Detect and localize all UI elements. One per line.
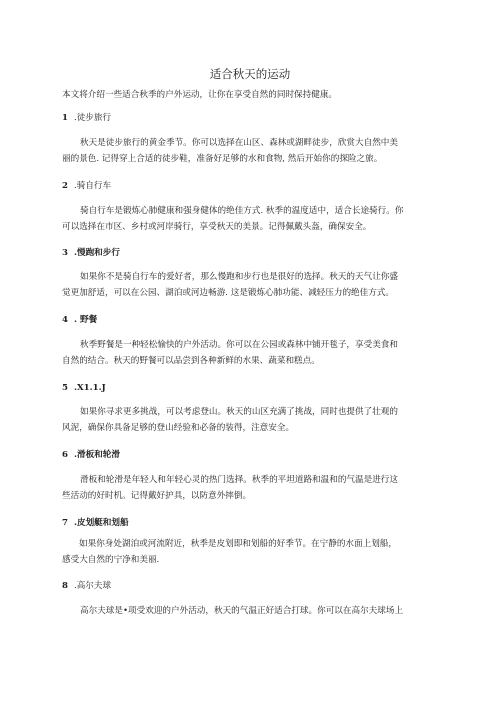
section-heading-6 [62,449,120,461]
section-paragraph-4 [62,337,444,369]
paragraph-line: 高尔夫球是•项受欢迎的户外活动，秋天的气温正好适合打球。你可以在高尔夫球场上 [80,606,404,616]
document-title: 适合秋天的运动 [209,67,291,81]
section-title: . 野餐 [73,315,98,325]
paragraph-line: 秋季野餐是一种轻松愉快的户外活动。你可以在公园或森林中铺开毯子，享受美食和 [80,340,398,350]
section-heading-3 [62,247,120,259]
paragraph-line: 自然的结合。秋天的野餐可以品尝到各种新鲜的水果、蔬菜和糕点。 [62,356,320,366]
section-number: 8 [62,581,68,591]
section-number: 3 [62,248,68,258]
paragraph-line: 些活动的好时机。记得戴好护具，以防意外摔倒。 [62,491,252,501]
section-paragraph-2 [62,203,444,235]
paragraph-line: 风泥，确保你具备足够的登山经验和必备的装得，注意安全。 [62,423,295,433]
section-heading-4 [62,314,97,326]
section-number: 5 [62,383,68,393]
section-heading-8 [62,580,111,592]
section-title: .滑板和轮滑 [73,450,120,460]
paragraph-line: 丽的景色. 记得穿上合适的徒步鞋，准备好足够的水和食物, 然后开始你的探险之旅。 [62,154,383,164]
intro-paragraph: 本文将介绍一些适合秋季的户外运动，让你在享受自然的同时保持健康。 [62,90,338,100]
section-paragraph-1 [62,135,444,167]
section-heading-7 [62,517,129,529]
paragraph-line: 感受大自然的宁净和美丽. [62,555,160,565]
paragraph-line: 滑板和轮滑是年轻人和年轻心灵的热门选择。秋季的平坦道路和温和的气温是进行这 [80,475,398,485]
section-paragraph-3 [62,269,444,301]
section-title: .徒步旅行 [73,113,112,123]
section-number: 1 [62,113,68,123]
section-paragraph-8 [62,603,444,619]
paragraph-line: 如果你身处湖泊或河流附近，秋季是皮划即和划船的好季节。在宁静的水面上划船， [79,539,397,549]
section-title: .慢跑和步行 [73,248,120,258]
paragraph-line: 觉更加舒适，可以在公园、湖泊或河边畅游. 这是锻炼心肺功能、减轻压力的绝佳方式。 [62,288,395,298]
section-paragraph-7 [62,536,444,568]
section-number: 7 [62,518,68,528]
paragraph-line: 骑自行车是锻炼心肺健康和强身健体的绝佳方式. 秋季的温度适中，适合长途骑行。你 [80,206,404,216]
section-title: .骑自行车 [73,181,112,191]
paragraph-line: 可以选择在市区、乡村或河岸骑行，享受秋天的美景。记得佩戴头盔，确保安全。 [62,222,372,232]
section-number: 4 [62,315,68,325]
section-title: .皮划艇和划船 [73,518,129,528]
section-paragraph-5 [62,404,444,436]
paragraph-line: 如果你寻求更多挑战，可以考虑登山。秋天的山区充满了挑战，同时也提供了壮观的 [80,407,398,417]
section-heading-1 [62,112,111,124]
section-paragraph-6 [62,472,444,504]
paragraph-line: 秋天是徒步旅行的黄金季节。你可以选择在山区、森林或湖畔徒步，欣赏大自然中美 [80,138,398,148]
section-heading-5 [62,382,106,394]
section-heading-2 [62,180,111,192]
section-title: .高尔夫球 [73,581,112,591]
paragraph-line: 如果你不是骑自行车的爱好者，那么慢跑和步行也是很好的选择。秋天的天气让你盛 [80,272,398,282]
section-title: .X1.1.J [73,383,106,393]
section-number: 2 [62,181,68,191]
section-number: 6 [62,450,68,460]
